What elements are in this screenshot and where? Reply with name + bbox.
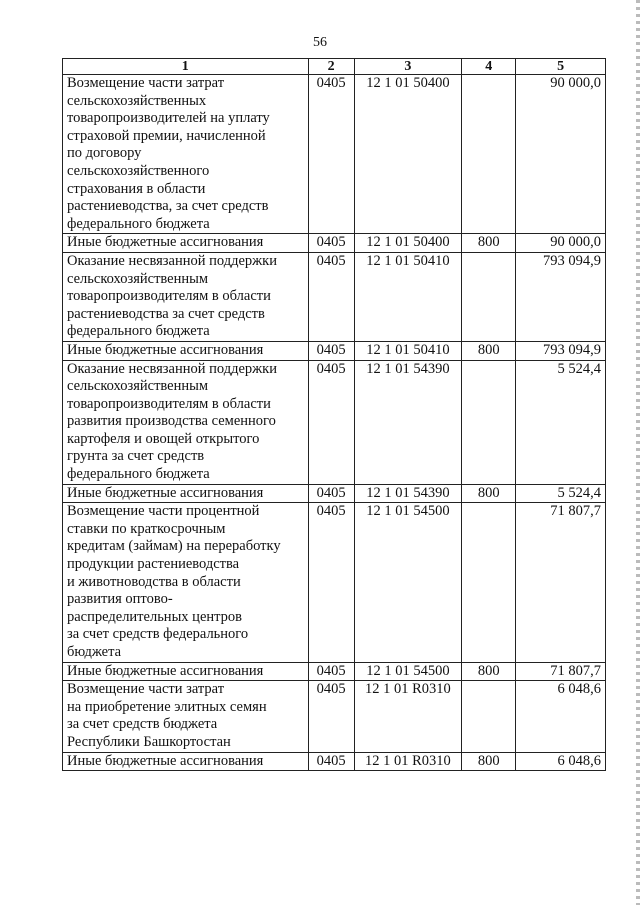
- cell-type: [462, 360, 516, 484]
- header-row: [63, 59, 606, 75]
- header-cell-1: 1: [63, 59, 309, 75]
- cell-type: [462, 681, 516, 752]
- cell-amount: 90 000,0: [516, 75, 606, 234]
- cell-amount: 5 524,4: [516, 484, 606, 503]
- header-cell-2: 2: [308, 59, 354, 75]
- cell-type: 800: [462, 341, 516, 360]
- cell-code: 0405: [308, 252, 354, 341]
- cell-amount: 71 807,7: [516, 662, 606, 681]
- cell-name: Иные бюджетные ассигнования: [63, 752, 309, 771]
- header-cell-5: 5: [516, 59, 606, 75]
- cell-name: Возмещение части затрат сельскохозяйственных товаропроизводителей на уплату страховой премии, начисленной по договору сельскохозяйственного страхования в области растениеводства, за счет средств федерального бюджета: [63, 75, 309, 234]
- cell-amount: 793 094,9: [516, 341, 606, 360]
- cell-code: 0405: [308, 234, 354, 253]
- cell-type: [462, 503, 516, 662]
- table-row: [63, 360, 606, 484]
- scan-edge: [636, 0, 640, 905]
- cell-name: Оказание несвязанной поддержки сельскохозяйственным товаропроизводителям в области развития производства семенного картофеля и овощей открытого грунта за счет средств федерального бюджета: [63, 360, 309, 484]
- table-row: [63, 662, 606, 681]
- cell-amount: 6 048,6: [516, 681, 606, 752]
- cell-code: 0405: [308, 662, 354, 681]
- table-row: [63, 503, 606, 662]
- cell-target: 12 1 01 50400: [354, 75, 462, 234]
- table-row: [63, 234, 606, 253]
- table-row: [63, 484, 606, 503]
- header-cell-4: 4: [462, 59, 516, 75]
- cell-code: 0405: [308, 75, 354, 234]
- cell-target: 12 1 01 54500: [354, 503, 462, 662]
- cell-code: 0405: [308, 341, 354, 360]
- table-row: [63, 75, 606, 234]
- cell-type: 800: [462, 484, 516, 503]
- table-row: [63, 681, 606, 752]
- budget-table: [62, 58, 606, 771]
- cell-amount: 793 094,9: [516, 252, 606, 341]
- cell-amount: 90 000,0: [516, 234, 606, 253]
- header-cell-3: 3: [354, 59, 462, 75]
- cell-amount: 71 807,7: [516, 503, 606, 662]
- cell-target: 12 1 01 50400: [354, 234, 462, 253]
- cell-code: 0405: [308, 484, 354, 503]
- cell-target: 12 1 01 R0310: [354, 681, 462, 752]
- cell-target: 12 1 01 50410: [354, 252, 462, 341]
- cell-amount: 5 524,4: [516, 360, 606, 484]
- cell-code: 0405: [308, 503, 354, 662]
- cell-type: 800: [462, 752, 516, 771]
- cell-type: [462, 252, 516, 341]
- cell-target: 12 1 01 54390: [354, 484, 462, 503]
- cell-code: 0405: [308, 681, 354, 752]
- cell-amount: 6 048,6: [516, 752, 606, 771]
- cell-name: Возмещение части процентной ставки по краткосрочным кредитам (займам) на переработку продукции растениеводства и животноводства в области развития оптово- распределительных центров за счет средств федерального бюджета: [63, 503, 309, 662]
- cell-type: 800: [462, 662, 516, 681]
- cell-name: Иные бюджетные ассигнования: [63, 341, 309, 360]
- cell-code: 0405: [308, 752, 354, 771]
- cell-target: 12 1 01 54390: [354, 360, 462, 484]
- table-row: [63, 341, 606, 360]
- table-row: [63, 252, 606, 341]
- cell-target: 12 1 01 R0310: [354, 752, 462, 771]
- cell-name: Иные бюджетные ассигнования: [63, 484, 309, 503]
- table-row: [63, 752, 606, 771]
- page-number: 56: [313, 35, 327, 50]
- cell-code: 0405: [308, 360, 354, 484]
- cell-type: 800: [462, 234, 516, 253]
- cell-name: Оказание несвязанной поддержки сельскохозяйственным товаропроизводителям в области растениеводства за счет средств федерального бюджета: [63, 252, 309, 341]
- cell-type: [462, 75, 516, 234]
- cell-name: Иные бюджетные ассигнования: [63, 662, 309, 681]
- cell-target: 12 1 01 50410: [354, 341, 462, 360]
- cell-name: Возмещение части затрат на приобретение элитных семян за счет средств бюджета Республики Башкортостан: [63, 681, 309, 752]
- cell-target: 12 1 01 54500: [354, 662, 462, 681]
- cell-name: Иные бюджетные ассигнования: [63, 234, 309, 253]
